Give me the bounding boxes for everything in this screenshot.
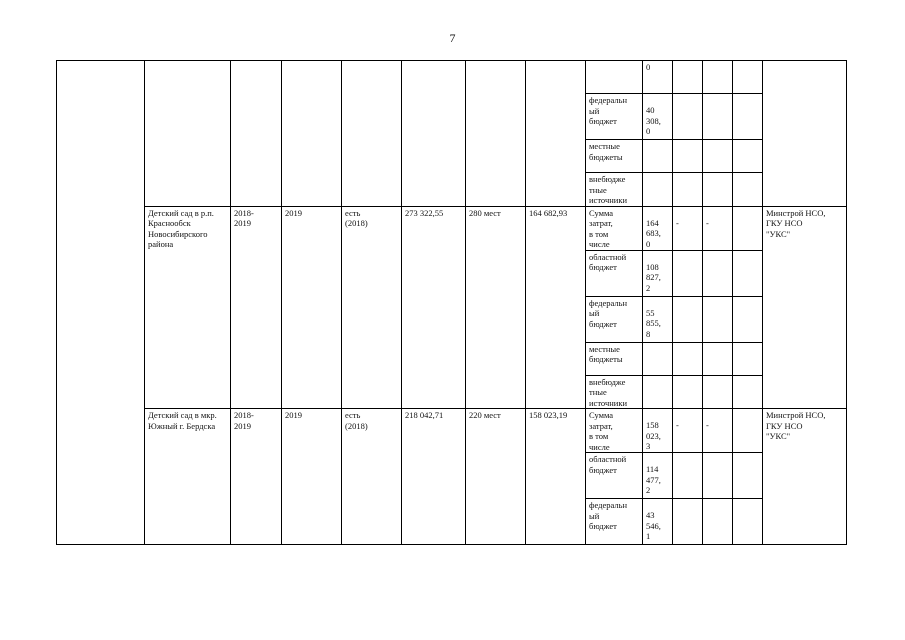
total-limit-cell: 164 682,93 xyxy=(526,206,586,409)
object-name-cell xyxy=(145,61,231,207)
funding-amount-cell xyxy=(643,375,673,409)
funding-amount-cell: 164 683, 0 xyxy=(643,206,673,250)
design-doc-cell: есть (2018) xyxy=(342,409,402,545)
funding-source-cell: областной бюджет xyxy=(586,453,643,499)
funding-amount-cell: 55 855, 8 xyxy=(643,296,673,342)
funding-amount-cell xyxy=(643,140,673,173)
funding-source-cell: внебюдже тные источники xyxy=(586,375,643,409)
funding-amount-cell: 0 xyxy=(643,61,673,94)
funding-source-cell: федеральн ый бюджет xyxy=(586,499,643,545)
investment-objects-table xyxy=(56,60,847,545)
dash-cell: - xyxy=(703,409,733,453)
customer-cell xyxy=(763,61,847,207)
estimated-cost-cell: 273 322,55 xyxy=(402,206,466,409)
estimated-cost-cell: 218 042,71 xyxy=(402,409,466,545)
funding-source-cell: Сумма затрат, в том числе xyxy=(586,409,643,453)
year-cell: 2019 xyxy=(282,409,342,545)
funding-source-cell: местные бюджеты xyxy=(586,140,643,173)
customer-cell: Минстрой НСО, ГКУ НСО "УКС" xyxy=(763,206,847,409)
funding-source-cell: местные бюджеты xyxy=(586,342,643,375)
funding-amount-cell xyxy=(643,173,673,207)
object-name-cell: Детский сад в мкр. Южный г. Бердска xyxy=(145,409,231,545)
funding-amount-cell: 108 827, 2 xyxy=(643,250,673,296)
capacity-cell: 280 мест xyxy=(466,206,526,409)
object-name-cell: Детский сад в р.п. Краснообск Новосибирского района xyxy=(145,206,231,409)
capacity-cell: 220 мест xyxy=(466,409,526,545)
funding-source-cell: внебюдже тные источники xyxy=(586,173,643,207)
funding-amount-cell: 158 023, 3 xyxy=(643,409,673,453)
year-cell: 2019 xyxy=(282,206,342,409)
funding-amount-cell: 40 308, 0 xyxy=(643,94,673,140)
table-row xyxy=(57,409,847,453)
table-row xyxy=(57,61,847,94)
design-doc-cell: есть (2018) xyxy=(342,206,402,409)
table-row xyxy=(57,206,847,250)
funding-amount-cell: 114 477, 2 xyxy=(643,453,673,499)
funding-source-cell: областной бюджет xyxy=(586,250,643,296)
funding-source-cell xyxy=(586,61,643,94)
page-number: 7 xyxy=(449,31,456,45)
funding-amount-cell: 43 546, 1 xyxy=(643,499,673,545)
dash-cell: - xyxy=(673,206,703,250)
customer-cell: Минстрой НСО, ГКУ НСО "УКС" xyxy=(763,409,847,545)
dash-cell: - xyxy=(673,409,703,453)
funding-source-cell: Сумма затрат, в том числе xyxy=(586,206,643,250)
section-cell xyxy=(57,61,145,545)
period-cell: 2018- 2019 xyxy=(231,409,282,545)
period-cell: 2018- 2019 xyxy=(231,206,282,409)
funding-amount-cell xyxy=(643,342,673,375)
funding-source-cell: федеральн ый бюджет xyxy=(586,296,643,342)
dash-cell: - xyxy=(703,206,733,250)
total-limit-cell: 158 023,19 xyxy=(526,409,586,545)
funding-source-cell: федеральн ый бюджет xyxy=(586,94,643,140)
